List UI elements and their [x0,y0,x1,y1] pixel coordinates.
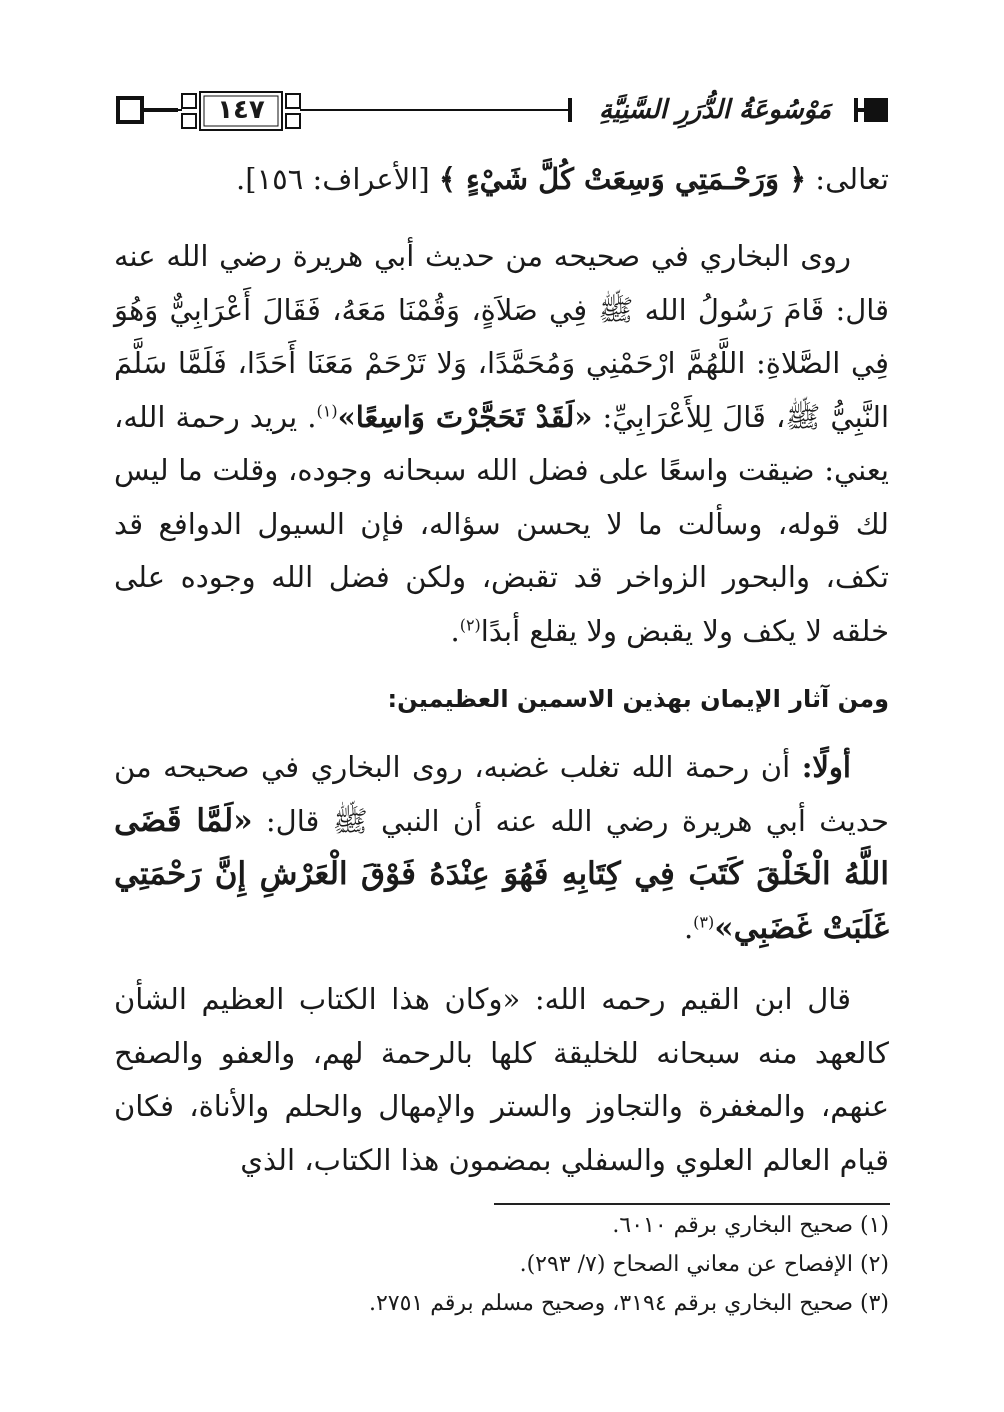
page-header [112,84,890,140]
footnote-3: (٣) صحيح البخاري برقم ٣١٩٤، وصحيح مسلم برقم ٢٧٥١. [368,1291,889,1316]
hadith-narration: قَامَ رَسُولُ الله ﷺ فِي صَلاَةٍ، وَقُمْنَا مَعَهُ، فَقَالَ أَعْرَابِيٌّ وَهُوَ فِي الصَّلاةِ: اللَّهُمَّ ارْحَمْنِي وَمُحَمَّدًا، وَلا تَرْحَمْ مَعَنَا أَحَدًا، فَلَمَّا سَلَّمَ النَّبِيُّ ﷺ، قَالَ لِلأَعْرَابِيِّ: [114,292,889,434]
quranic-verse: ﴿ وَرَحْـمَتِي وَسِعَتْ كُلَّ شَيْءٍ ﴾ [438,162,807,196]
point-label: أولًا: [801,750,851,784]
book-title: مَوْسُوعَةُ الدُّرَرِ السَّنِيَّةِ [582,90,848,130]
hadith-intro: روى البخاري في صحيحه من حديث أبي هريرة رضي الله عنه قال: [114,239,889,327]
footnotes [114,1206,889,1323]
verse-citation: [الأعراف: ١٥٦]. [236,162,439,196]
paragraph-first-effect [114,741,889,955]
footnote-2: (٢) الإفصاح عن معاني الصحاح (٧/ ٢٩٣). [519,1252,889,1277]
sentence-end: . [683,910,694,945]
footnote-divider [494,1203,890,1205]
point-text: أن رحمة الله تغلب غضبه، روى البخاري في صحيحه من حديث أبي هريرة رضي الله عنه أن النبي ﷺ قال: [114,750,889,838]
paragraph-ibn-qayyim: قال ابن القيم رحمه الله: «وكان هذا الكتاب العظيم الشأن كالعهد منه سبحانه للخليقة كلها بالرحمة لهم، والعفو والصفح عنهم، والمغفرة والتجاوز والستر والإمهال والحلم والأناة، فكان قيام العالم العلوي والسفلي بمضمون هذا الكتاب، الذي [114,982,889,1177]
hadith-quote: «لَقَدْ تَحَجَّرْتَ وَاسِعًا» [337,399,593,434]
hadith-text: «لَمَّا قَضَى اللَّهُ الْخَلْقَ كَتَبَ فِي كِتَابِهِ فَهُوَ عِنْدَهُ فَوْقَ الْعَرْشِ إِنَّ رَحْمَتِي غَلَبَتْ غَضَبِي» [114,802,889,946]
page-number: ١٤٧ [217,95,265,125]
footnote-ref-3: (٣) [693,911,715,931]
footnote-1: (١) صحيح البخاري برقم ٦٠١٠. [612,1213,889,1238]
hadith-commentary: . يريد رحمة الله، يعني: ضيقت واسعًا على فضل الله سبحانه وجوده، وقلت ما ليس لك قوله، وسألت ما لا يحسن سؤاله، فإن السيول الدوافع قد تكف، والبحور الزواخر قد تقبض، ولكن فضل الله وجوده على خلقه لا يكف ولا يقبض ولا يقلع أبدًا [114,399,889,648]
ayah-lead: تعالى: [806,162,889,196]
section-subheading: ومن آثار الإيمان بهذين الاسمين العظيمين: [387,685,889,713]
footnote-ref-1: (١) [316,400,338,420]
paragraph-ayah [114,153,889,207]
footnote-ref-2: (٢) [459,614,481,634]
sentence-end: . [450,613,460,648]
paragraph-bukhari-hadith [114,230,889,658]
